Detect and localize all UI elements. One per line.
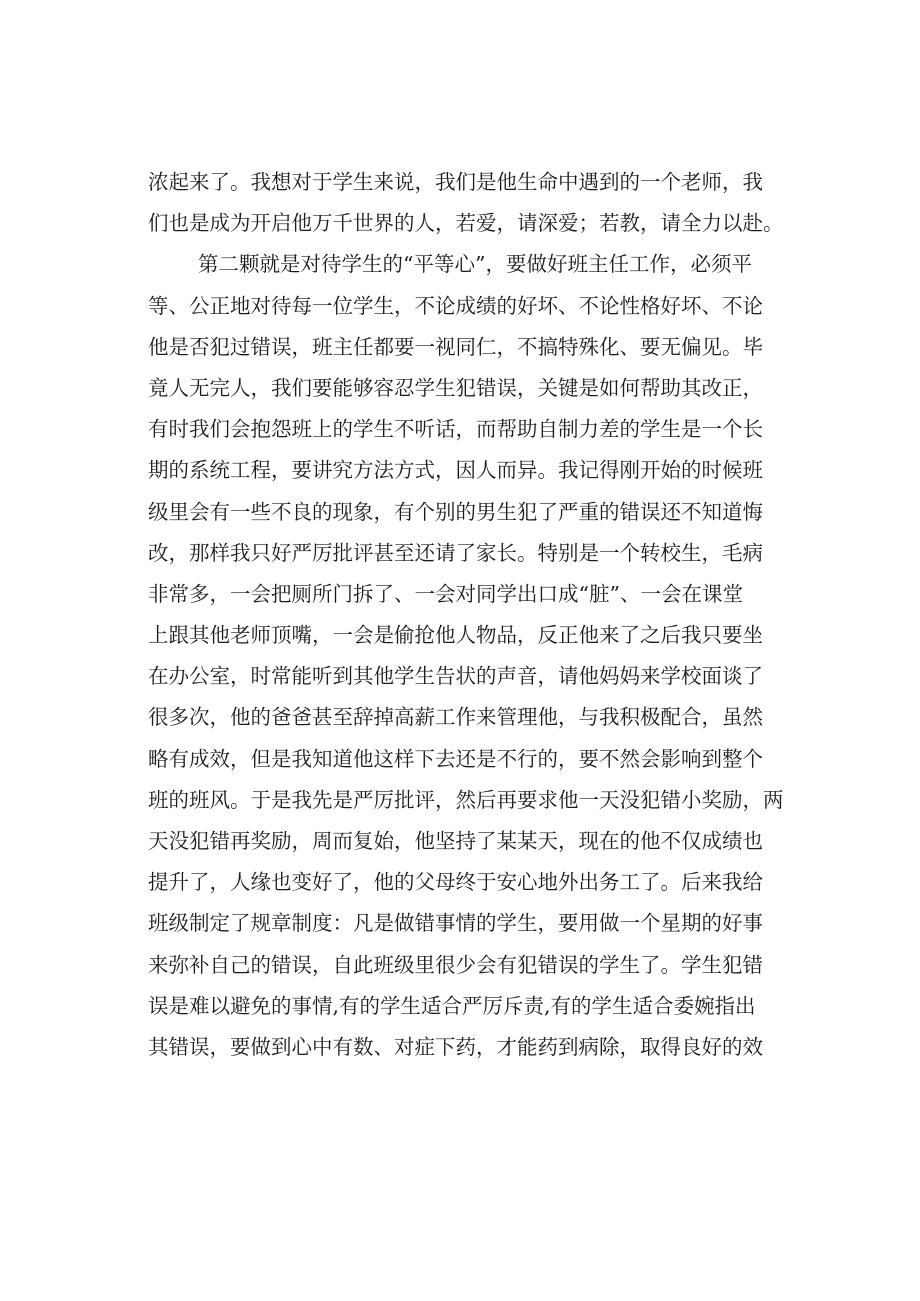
text-line: 们也是成为开启他万千世界的人，若爱，请深爱；若教，请全力以赴。: [148, 211, 784, 236]
text-line: 很多次，他的爸爸甚至辞掉高薪工作来管理他，与我积极配合，虽然: [148, 705, 763, 730]
text-line: 改，那样我只好严厉批评甚至还请了家长。特别是一个转校生，毛病: [148, 540, 763, 565]
text-line: 他是否犯过错误，班主任都要一视同仁，不搞特殊化、要无偏见。毕: [148, 334, 763, 359]
text-line: 期的系统工程，要讲究方法方式，因人而异。我记得刚开始的时候班: [148, 458, 763, 483]
text-line: 班的班风。于是我先是严厉批评，然后再要求他一天没犯错小奖励，两: [148, 787, 784, 812]
text-line: 误是难以避免的事情,有的学生适合严厉斥责,有的学生适合委婉指出: [148, 993, 756, 1018]
text-line: 在办公室，时常能听到其他学生告状的声音，请他妈妈来学校面谈了: [148, 664, 763, 689]
body-text: [148, 162, 808, 1068]
text-line: 其错误，要做到心中有数、对症下药，才能药到病除，取得良好的效: [148, 1034, 763, 1059]
text-line: 来弥补自己的错误，自此班级里很少会有犯错误的学生了。学生犯错: [148, 952, 763, 977]
text-line: 有时我们会抱怨班上的学生不听话，而帮助自制力差的学生是一个长: [148, 417, 763, 442]
text-line: 上跟其他老师顶嘴，一会是偷抢他人物品，反正他来了之后我只要坐: [148, 623, 763, 648]
text-line: 提升了，人缘也变好了，他的父母终于安心地外出务工了。后来我给: [148, 870, 763, 895]
text-line: 浓起来了。我想对于学生来说，我们是他生命中遇到的一个老师，我: [148, 170, 763, 194]
text-line: 略有成效，但是我知道他这样下去还是不行的，要不然会影响到整个: [148, 746, 763, 771]
paragraph-first-line: 第二颗就是对待学生的“平等心”，要做好班主任工作，必须平: [198, 252, 752, 277]
text-line: 天没犯错再奖励，周而复始，他坚持了某某天，现在的他不仅成绩也: [148, 829, 763, 853]
text-line: 级里会有一些不良的现象，有个别的男生犯了严重的错误还不知道悔: [148, 499, 763, 524]
text-line: 班级制定了规章制度：凡是做错事情的学生，要用做一个星期的好事: [148, 911, 763, 936]
text-line: 竟人无完人，我们要能够容忍学生犯错误，关键是如何帮助其改正，: [148, 375, 763, 400]
text-line: 等、公正地对待每一位学生，不论成绩的好坏、不论性格好坏、不论: [148, 293, 763, 318]
text-line: 非常多，一会把厕所门拆了、一会对同学出口成“脏”、一会在课堂: [148, 581, 743, 606]
